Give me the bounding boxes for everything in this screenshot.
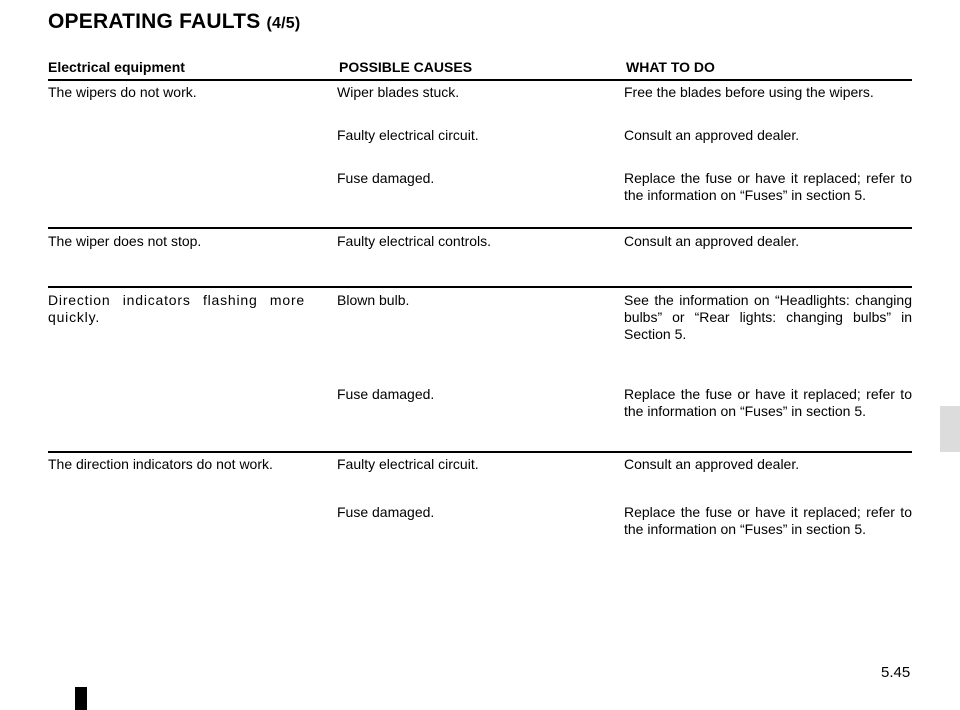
page-title-suffix: (4/5) [266,15,301,32]
page-number: 5.45 [881,664,911,681]
page-title [48,10,300,34]
equipment-cell: The direction indicators do not work. [48,456,273,472]
cause-cell: Blown bulb. [337,292,410,308]
action-cell: Replace the fuse or have it replaced; refer to the information on “Fuses” in section 5. [624,170,912,203]
action-cell: Consult an approved dealer. [624,233,800,249]
column-header-causes: POSSIBLE CAUSES [339,59,473,75]
cause-cell: Faulty electrical circuit. [337,456,479,472]
page-title-text: OPERATING FAULTS [48,10,261,33]
cause-cell: Faulty electrical circuit. [337,127,479,143]
action-cell: Consult an approved dealer. [624,127,800,143]
cause-cell: Wiper blades stuck. [337,84,460,100]
group-rule [48,451,912,453]
action-cell: Replace the fuse or have it replaced; refer to the information on “Fuses” in section 5. [624,504,912,537]
cause-cell: Faulty electrical controls. [337,233,492,249]
header-rule [48,79,912,81]
group-rule [48,286,912,288]
action-cell: Consult an approved dealer. [624,456,800,472]
cause-cell: Fuse damaged. [337,386,435,402]
corner-mark [75,687,87,710]
cause-cell: Fuse damaged. [337,504,435,520]
action-cell: See the information on “Headlights: changing bulbs” or “Rear lights: changing bulbs” in Section 5. [624,292,912,342]
column-header-what-to-do: WHAT TO DO [626,59,715,75]
equipment-cell: The wiper does not stop. [48,233,202,249]
action-cell: Replace the fuse or have it replaced; refer to the information on “Fuses” in section 5. [624,386,912,419]
cause-cell: Fuse damaged. [337,170,435,186]
action-cell: Free the blades before using the wipers. [624,84,874,100]
column-header-equipment: Electrical equipment [48,59,185,75]
group-rule [48,227,912,229]
section-tab [940,406,960,452]
equipment-cell: Direction indicators flashing more quickly. [48,292,305,325]
equipment-cell: The wipers do not work. [48,84,197,100]
